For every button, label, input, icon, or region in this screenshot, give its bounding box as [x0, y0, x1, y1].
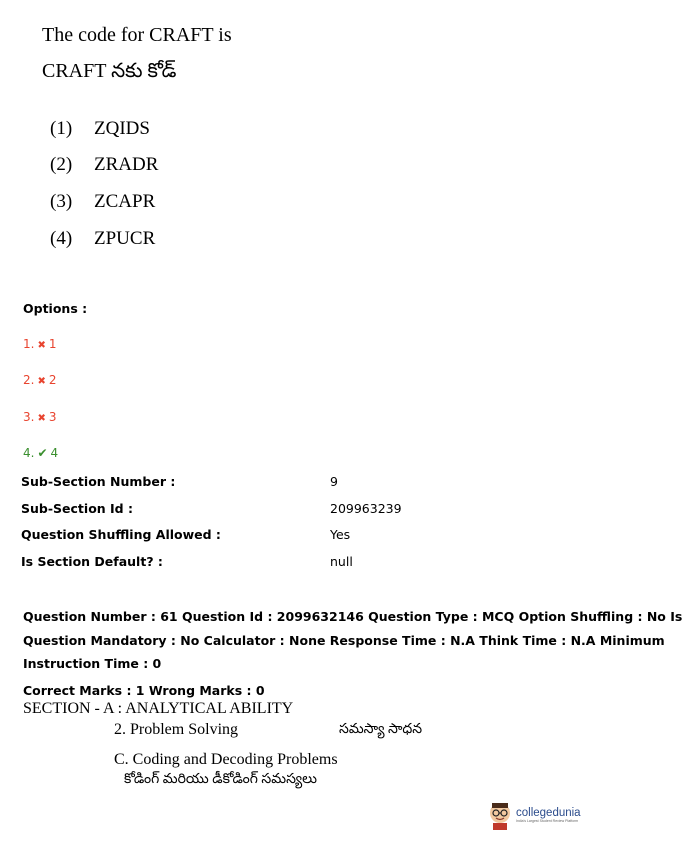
- cross-icon: ✖: [37, 340, 46, 351]
- option-index: 4.: [23, 446, 35, 460]
- option-index: 2.: [23, 373, 35, 387]
- choice-text: ZRADR: [94, 154, 159, 175]
- choice-3: [50, 191, 155, 213]
- option-value: 4: [50, 446, 59, 460]
- subsection-te: సమస్యా సాధన: [339, 722, 423, 737]
- detail-value: Yes: [330, 527, 351, 542]
- choice-text: ZPUCR: [94, 228, 156, 249]
- option-4: [23, 446, 58, 460]
- choice-4: [50, 228, 155, 250]
- option-value: 1: [48, 337, 57, 351]
- option-1: [23, 337, 56, 351]
- section-title: SECTION - A : ANALYTICAL ABILITY: [23, 700, 294, 717]
- logo-name: collegedunia: [516, 806, 581, 819]
- choice-number: (1): [50, 118, 73, 139]
- choice-2: [50, 154, 158, 176]
- options-heading: Options :: [23, 301, 88, 316]
- mascot-icon: [487, 800, 513, 830]
- option-value: 2: [48, 373, 57, 387]
- choice-number: (3): [50, 191, 73, 212]
- option-2: [23, 373, 56, 387]
- logo-tagline: India's Largest Student Review Platform: [516, 818, 579, 823]
- check-icon: ✔: [37, 446, 48, 460]
- option-value: 3: [48, 410, 57, 424]
- detail-value: 209963239: [330, 501, 402, 516]
- detail-value: 9: [330, 474, 338, 489]
- detail-label: Question Shuffling Allowed :: [21, 527, 221, 542]
- choice-1: [50, 118, 150, 140]
- detail-label: Sub-Section Number :: [21, 474, 176, 489]
- choice-number: (4): [50, 228, 73, 249]
- detail-label: Is Section Default? :: [21, 554, 163, 569]
- cross-icon: ✖: [37, 376, 46, 387]
- option-index: 3.: [23, 410, 35, 424]
- question-text-en: The code for CRAFT is: [42, 24, 232, 46]
- marks-line: Correct Marks : 1 Wrong Marks : 0: [23, 683, 265, 698]
- question-meta-line: Question Number : 61 Question Id : 2099632146 Question Type : MCQ Option Shuffling : No Is: [23, 609, 682, 624]
- detail-value: null: [330, 554, 353, 569]
- cross-icon: ✖: [37, 413, 46, 424]
- topic-en: C. Coding and Decoding Problems: [114, 751, 338, 768]
- option-index: 1.: [23, 337, 35, 351]
- choice-number: (2): [50, 154, 73, 175]
- subsection-en: 2. Problem Solving: [114, 721, 239, 738]
- choice-text: ZQIDS: [94, 118, 150, 139]
- question-text-te: CRAFT నకు కోడ్: [42, 60, 177, 82]
- collegedunia-logo: [487, 800, 581, 830]
- question-meta-line: Question Mandatory : No Calculator : None Response Time : N.A Think Time : N.A Minimum: [23, 633, 665, 648]
- choice-text: ZCAPR: [94, 191, 156, 212]
- topic-te: కోడింగ్ మరియు డీకోడింగ్ సమస్యలు: [124, 772, 317, 787]
- detail-label: Sub-Section Id :: [21, 501, 133, 516]
- question-meta-line: Instruction Time : 0: [23, 656, 162, 671]
- option-3: [23, 410, 56, 424]
